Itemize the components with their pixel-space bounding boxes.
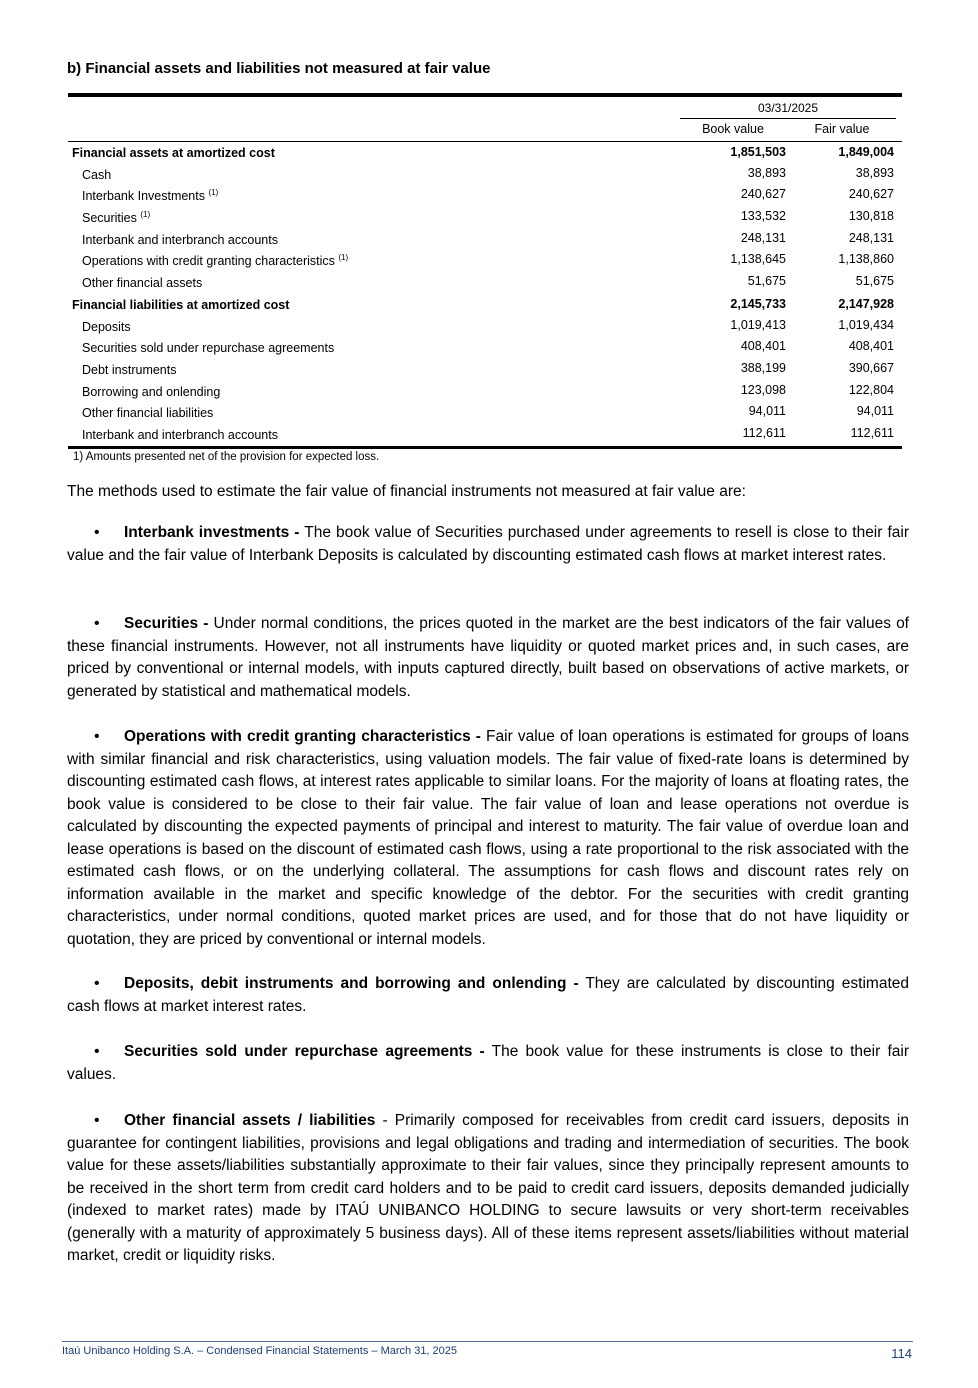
book-value-cell: 2,145,733 <box>730 296 786 311</box>
bullet-title: Interbank investments - <box>124 524 300 541</box>
fair-value-cell: 1,019,434 <box>838 317 894 332</box>
column-header-book-value: Book value <box>702 122 764 136</box>
fair-value-table <box>68 93 902 463</box>
bullet-text: Under normal conditions, the prices quoted in the market are the best indicators of the fair values of these financial instruments. However, not all instruments have liquidity or quoted market prices and, in such cases, are priced by conventional or internal models, with inputs captured directly, built based on observations of active markets, or generated by statistical and mathematical models. <box>67 615 909 700</box>
footnote-marker: (1) <box>140 210 151 220</box>
bullet-item <box>67 1110 909 1268</box>
book-value-cell: 388,199 <box>740 360 786 375</box>
fair-value-cell: 38,893 <box>855 165 894 180</box>
period-header-row <box>68 97 902 119</box>
table-row <box>68 250 902 272</box>
period-label: 03/31/2025 <box>757 101 819 115</box>
footnote-marker: (1) <box>208 188 219 198</box>
bullet-icon: • <box>94 1112 100 1129</box>
page-number: 114 <box>891 1346 912 1361</box>
row-label-text: Borrowing and onlending <box>82 384 221 399</box>
table-group-row <box>68 294 902 316</box>
bullet-icon: • <box>94 524 100 541</box>
fair-value-cell: 240,627 <box>848 187 894 202</box>
table-row <box>68 359 902 381</box>
book-value-cell: 112,611 <box>742 425 786 440</box>
bullet-text: Fair value of loan operations is estimated for groups of loans with similar financial and risk characteristics, using valuation models. The fair value of fixed-rate loans is determined by discounting estimated cash flows, at interest rates applicable to similar loans. For the majority of loans at floating rates, the book value is considered to be close to their fair value. The fair value of loan and lease operations not overdue is calculated by discounting the expected payments of principal and interest to maturity. The fair value of overdue loan and lease operations is based on the discount of estimated cash flows, using a rate proportional to the risk associated with the estimated cash flows, or on the underlying collateral. The assumptions for cash flows and discount rates rely on information available in the market and specific knowledge of the debtor. For the securities with credit granting characteristics, under normal conditions, quoted market prices are used, and for those that do not have liquidity or quotation, they are priced by conventional or internal models. <box>67 728 910 948</box>
fair-value-cell: 1,138,860 <box>838 252 894 267</box>
table-body <box>68 142 902 446</box>
fair-value-cell: 122,804 <box>848 382 894 397</box>
bullet-icon: • <box>94 615 100 632</box>
row-label-text: Deposits <box>82 319 131 334</box>
fair-value-cell: 2,147,928 <box>838 296 894 311</box>
row-label-text: Operations with credit granting characteristics <box>82 254 335 269</box>
book-value-cell: 1,851,503 <box>730 145 786 159</box>
bullet-text: - Primarily composed for receivables from credit card issuers, deposits in guarantee for contingent liabilities, provisions and legal obligations and trading and intermediation of securities. The book value for these assets/liabilities substantially approximate to their fair values, since they principally represent amounts to be received in the short term from credit card holders and to be paid to credit card issuers, deposits demanded judicially (indexed to market rates) made by ITAÚ UNIBANCO HOLDING to secure lawsuits or very short-term receivables (generally with a maturity of approximately 5 business days). All of these items represent assets/liabilities without material market, credit or liquidity risks. <box>67 1112 910 1264</box>
row-label-text: Securities <box>82 211 137 226</box>
bullet-text: They are calculated by discounting estimated cash flows at market interest rates. <box>67 975 909 1015</box>
row-label-text: Financial liabilities at amortized cost <box>72 297 290 312</box>
footer-text: Itaú Unibanco Holding S.A. – Condensed Financial Statements – March 31, 2025 <box>62 1345 458 1357</box>
fair-value-cell: 130,818 <box>848 209 894 224</box>
row-label <box>72 146 275 160</box>
section-title: b) Financial assets and liabilities not measured at fair value <box>67 60 491 77</box>
table-row <box>68 337 902 359</box>
bullet-item <box>67 973 909 1018</box>
table-row <box>68 185 902 207</box>
book-value-cell: 133,532 <box>740 209 786 224</box>
row-label <box>82 276 202 290</box>
table-row <box>68 207 902 229</box>
bullet-title: Deposits, debit instruments and borrowing and onlending - <box>124 975 579 992</box>
row-label-text: Interbank and interbranch accounts <box>82 232 278 247</box>
book-value-cell: 1,138,645 <box>730 252 786 267</box>
row-label-text: Cash <box>82 167 112 182</box>
fair-value-cell: 248,131 <box>848 230 894 245</box>
row-label-text: Other financial liabilities <box>82 406 214 421</box>
bullet-item <box>67 726 909 951</box>
book-value-cell: 123,098 <box>740 382 786 397</box>
table-row <box>68 424 902 446</box>
table-row <box>68 272 902 294</box>
footer-rule <box>62 1341 913 1342</box>
row-label <box>82 341 334 355</box>
fair-value-cell: 112,611 <box>850 425 894 440</box>
row-label-text: Financial assets at amortized cost <box>72 146 275 160</box>
row-label <box>82 168 111 182</box>
fair-value-cell: 1,849,004 <box>838 145 894 159</box>
row-label-text: Securities sold under repurchase agreements <box>82 341 335 356</box>
table-footnote: 1) Amounts presented net of the provision for expected loss. <box>73 450 380 463</box>
book-value-cell: 94,011 <box>748 404 786 419</box>
bullet-icon: • <box>94 975 100 992</box>
row-label-text: Interbank Investments <box>82 189 205 204</box>
bullet-title: Securities - <box>124 615 209 632</box>
row-label <box>82 254 348 268</box>
book-value-cell: 408,401 <box>740 339 786 354</box>
book-value-cell: 240,627 <box>740 187 786 202</box>
table-bottom-rule <box>68 446 902 449</box>
bullet-title: Securities sold under repurchase agreements - <box>124 1043 485 1060</box>
table-row <box>68 381 902 403</box>
bullet-item <box>67 522 909 567</box>
row-label <box>82 233 278 247</box>
table-row <box>68 316 902 338</box>
row-label-text: Interbank and interbranch accounts <box>82 427 278 442</box>
fair-value-cell: 408,401 <box>848 339 894 354</box>
footnote-marker: (1) <box>338 253 349 263</box>
table-group-row <box>68 142 902 164</box>
row-label <box>82 189 218 203</box>
row-label-text: Other financial assets <box>82 276 203 291</box>
bullet-item <box>67 1041 909 1086</box>
row-label-text: Debt instruments <box>82 362 177 377</box>
book-value-cell: 38,893 <box>747 165 786 180</box>
column-header-fair-value: Fair value <box>814 122 870 136</box>
table-row <box>68 164 902 186</box>
intro-paragraph: The methods used to estimate the fair value of financial instruments not measured at fair value are: <box>67 483 746 500</box>
fair-value-cell: 51,675 <box>855 274 894 289</box>
fair-value-cell: 390,667 <box>848 360 894 375</box>
bullet-title: Other financial assets / liabilities <box>124 1112 376 1129</box>
bullet-icon: • <box>94 1043 100 1060</box>
row-label <box>82 406 213 420</box>
bullet-text: The book value of Securities purchased under agreements to resell is close to their fair value and the fair value of Interbank Deposits is calculated by discounting estimated cash flows at market interest rates. <box>67 524 909 564</box>
row-label <box>82 211 150 225</box>
bullet-title: Operations with credit granting characteristics - <box>124 728 481 745</box>
bullet-text: The book value for these instruments is close to their fair values. <box>67 1043 910 1083</box>
bullet-icon: • <box>94 728 100 745</box>
book-value-cell: 248,131 <box>740 230 786 245</box>
bullet-item <box>67 613 909 703</box>
book-value-cell: 51,675 <box>747 274 786 289</box>
row-label <box>82 320 131 334</box>
fair-value-cell: 94,011 <box>856 404 894 419</box>
row-label <box>82 428 278 442</box>
book-value-cell: 1,019,413 <box>730 317 786 332</box>
row-label <box>82 363 176 377</box>
table-row <box>68 229 902 251</box>
row-label <box>82 385 220 399</box>
column-header-row <box>68 119 902 141</box>
table-row <box>68 402 902 424</box>
row-label <box>72 298 289 312</box>
